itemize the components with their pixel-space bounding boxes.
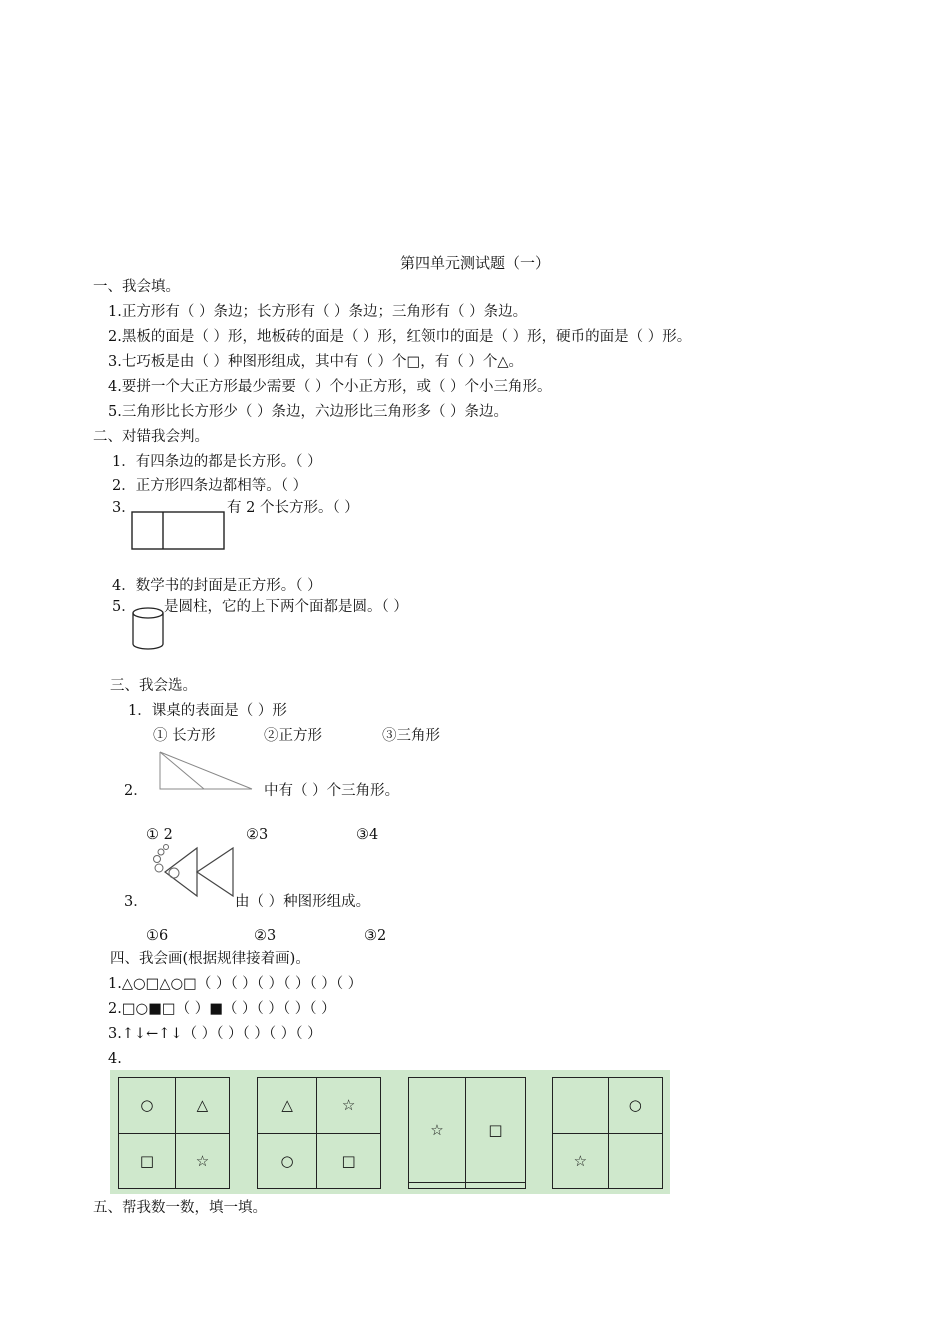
grid-cell — [409, 1183, 466, 1189]
q3-option-3: ③2 — [364, 928, 387, 944]
section-3-heading: 三、我会选。 — [110, 678, 197, 694]
choice-q1: 1．课桌的表面是（ ）形 — [128, 703, 287, 719]
triangles-figure — [158, 750, 256, 792]
fish-figure — [148, 843, 236, 899]
choice-q3-text: 由（ ）种图形组成。 — [235, 894, 371, 910]
q1-option-1: ① 长方形 — [153, 728, 216, 744]
q3-option-1: ①6 — [146, 928, 169, 944]
grid-cell — [466, 1183, 526, 1189]
judge-item-5-text: 是圆柱，它的上下两个面都是圆。（ ） — [164, 599, 408, 615]
fill-item-2: 2.黑板的面是（ ）形，地板砖的面是（ ）形，红领巾的面是（ ）形，硬币的面是（ ）形。 — [108, 329, 692, 345]
choice-q3-number: 3． — [124, 894, 148, 910]
grid-1 — [118, 1077, 230, 1189]
choice-q2-text: 中有（ ）个三角形。 — [264, 783, 400, 799]
q1-option-2: ②正方形 — [264, 728, 322, 744]
pattern-row-3: 3.↑↓←↑↓（ ）（ ）（ ）（ ）（ ） — [108, 1026, 322, 1042]
grid-cell: ☆ — [175, 1133, 229, 1189]
grid-cell: ○ — [119, 1078, 176, 1134]
grid-cell: ○ — [608, 1078, 662, 1134]
pattern-row-1: 1.△○□△○□（ ）（ ）（ ）（ ）（ ）（ ） — [108, 976, 363, 992]
choice-q2-number: 2． — [124, 783, 148, 799]
judge-item-3-number: 3． — [112, 500, 136, 516]
grid-cell: □ — [466, 1078, 526, 1183]
pattern-row-2: 2.□○■□（ ）■（ ）（ ）（ ）（ ） — [108, 1001, 336, 1017]
grid-cell: □ — [119, 1133, 176, 1189]
section-4-heading: 四、我会画(根据规律接着画)。 — [110, 951, 310, 967]
cylinder-figure — [130, 606, 166, 652]
grid-cell: ☆ — [553, 1133, 609, 1189]
grid-cell: ☆ — [409, 1078, 466, 1183]
fill-item-1: 1.正方形有（ ）条边；长方形有（ ）条边；三角形有（ ）条边。 — [108, 304, 528, 320]
grid-3 — [408, 1077, 526, 1189]
q2-option-2: ②3 — [246, 827, 269, 843]
judge-item-1: 1．有四条边的都是长方形。（ ） — [112, 454, 322, 470]
grid-cell — [553, 1078, 609, 1134]
page-title: 第四单元测试题（一） — [399, 254, 550, 272]
section-2-heading: 二、对错我会判。 — [93, 429, 209, 445]
section-5-heading: 五、帮我数一数，填一填。 — [93, 1200, 267, 1216]
fill-item-5: 5.三角形比长方形少（ ）条边，六边形比三角形多（ ）条边。 — [108, 404, 509, 420]
pattern-item-4: 4. — [108, 1051, 122, 1067]
grid-cell — [608, 1133, 662, 1189]
fill-item-4: 4.要拼一个大正方形最少需要（ ）个小正方形，或（ ）个小三角形。 — [108, 379, 552, 395]
q2-option-3: ③4 — [356, 827, 379, 843]
judge-item-5-number: 5． — [112, 599, 136, 615]
grid-4 — [552, 1077, 663, 1189]
section-1-heading: 一、我会填。 — [93, 279, 180, 295]
grid-cell: □ — [317, 1133, 381, 1189]
judge-item-2: 2．正方形四条边都相等。（ ） — [112, 478, 308, 494]
two-rectangles-figure — [131, 511, 227, 551]
grid-cell: ☆ — [317, 1078, 381, 1134]
grid-cell: ○ — [258, 1133, 317, 1189]
fill-item-3: 3.七巧板是由（ ）种图形组成，其中有（ ）个□，有（ ）个△。 — [108, 354, 524, 370]
grid-cell: △ — [175, 1078, 229, 1134]
q2-option-1: ① 2 — [146, 827, 173, 843]
q1-option-3: ③三角形 — [382, 728, 440, 744]
judge-item-4: 4．数学书的封面是正方形。（ ） — [112, 578, 322, 594]
judge-item-3-text: 有 2 个长方形。（ ） — [227, 500, 359, 516]
grid-2 — [257, 1077, 381, 1189]
grid-cell: △ — [258, 1078, 317, 1134]
q3-option-2: ②3 — [254, 928, 277, 944]
